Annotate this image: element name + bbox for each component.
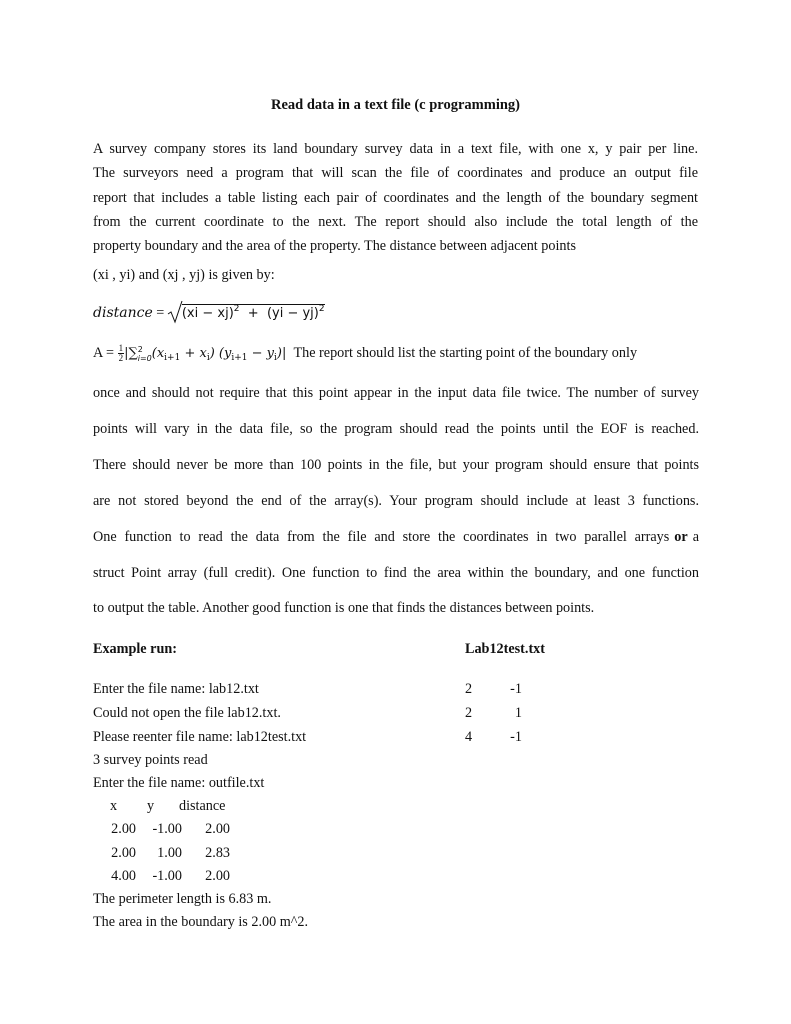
body-line: One function to read the data from the file and store the coordinates in two parallel arrays or a [93,529,699,545]
exp-2: 2 [318,304,325,314]
intro-line: property boundary and the area of the property. The distance between adjacent points [93,238,576,255]
intro-line: A survey company stores its land boundary survey data in a text file, with one x, y pair per line. [93,141,698,157]
area-formula-line [93,344,637,363]
body-line: There should never be more than 100 points in the file, but your program should ensure that points [93,457,699,473]
example-heading: Example run: [93,641,177,657]
intro-line: from the current coordinate to the next. The report should also include the total length of the [93,213,698,230]
plus-sign: + [247,306,259,321]
equals-sign: = [156,305,165,321]
summary-line: The area in the boundary is 2.00 m^2. [93,914,309,930]
file-heading: Lab12test.txt [465,641,545,657]
body-line: are not stored beyond the end of the array(s). Your program should include at least 3 functions. [93,493,699,509]
table-cell: 1.00 [157,845,182,861]
file-y: 1 [514,705,522,721]
sum-symbol: |∑ [124,345,138,361]
intro-line: The surveyors need a program that will scan the file of coordinates and produce an output file [93,165,698,182]
dy-term: (yi − yj) [266,306,319,321]
table-cell: -1.00 [152,821,182,837]
file-x: 2 [465,705,473,721]
sqrt-icon [167,300,183,324]
table-cell: 2.00 [111,821,136,837]
example-line: Please reenter file name: lab12test.txt [93,729,307,745]
table-cell: 2.00 [205,821,230,837]
table-cell: 4.00 [111,868,136,884]
area-lhs: A = [93,344,115,361]
dx-term: (xi − xj) [181,306,234,321]
example-line: Could not open the file lab12.txt. [93,705,281,721]
table-cell: -1.00 [152,868,182,884]
summary-line: The perimeter length is 6.83 m. [93,891,272,907]
area-inline-text: The report should list the starting point of the boundary only [293,344,638,361]
table-header-x: x [110,798,118,814]
example-line: Enter the file name: lab12.txt [93,681,259,697]
example-line: 3 survey points read [93,752,208,768]
file-x: 2 [465,681,473,697]
distance-label: distance [93,305,153,321]
example-line: Enter the file name: outfile.txt [93,775,265,791]
body-line: to output the table. Another good function is one that finds the distances between points. [93,600,595,616]
exp-1: 2 [233,304,240,314]
distance-formula [93,300,325,330]
points-line: (xi , yi) and (xj , yj) is given by: [93,267,275,283]
sum-limits: 2 i=0 [137,344,152,363]
intro-paragraph [93,137,698,258]
area-terms: $(x_{i+1} + x_i) (y_{i+1} - y_i)|$ [151,345,287,363]
half-fraction: $\frac{1}{2}$ [118,343,124,363]
file-y: -1 [510,729,522,745]
body-line: once and should not require that this point appear in the input data file twice. The number of survey [93,385,699,401]
file-x: 4 [465,729,473,745]
page-title: Read data in a text file (c programming) [270,97,520,113]
intro-line: report that includes a table listing each pair of coordinates and the length of the boundary segment [93,189,698,206]
body-line: struct Point array (full credit). One function to find the area within the boundary, and one function [93,565,699,581]
table-cell: 2.83 [205,845,230,861]
file-y: -1 [510,681,522,697]
table-cell: 2.00 [205,868,230,884]
table-cell: 2.00 [111,845,136,861]
body-line: points will vary in the data file, so the program should read the points until the EOF is reached. [93,421,699,437]
table-header-y: y [147,798,155,814]
sqrt-body [182,304,325,321]
table-header-distance: distance [179,798,226,814]
